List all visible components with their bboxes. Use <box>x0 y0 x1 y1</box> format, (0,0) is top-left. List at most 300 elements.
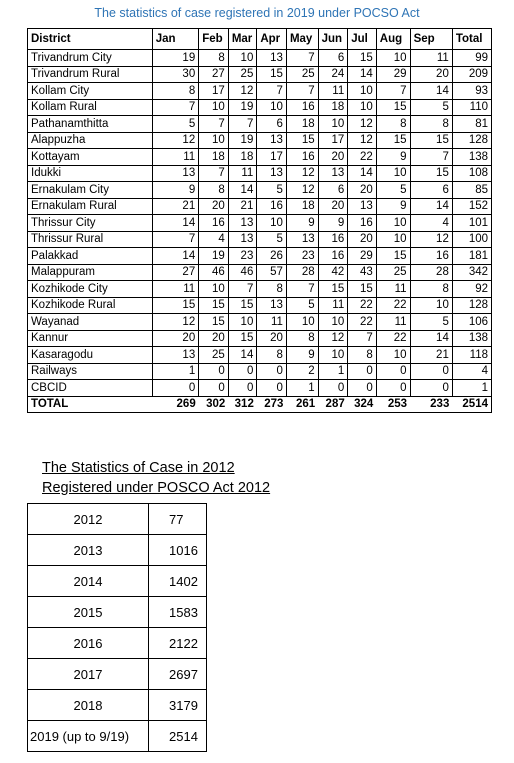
count-cell: 10 <box>318 116 348 133</box>
count-cell: 13 <box>257 165 287 182</box>
count-cell: 2 <box>286 363 318 380</box>
count-cell: 29 <box>376 66 410 83</box>
count-cell: 15 <box>318 281 348 298</box>
count-cell: 99 <box>452 50 491 67</box>
count-cell: 7 <box>410 149 452 166</box>
column-header: Aug <box>376 29 410 50</box>
count-cell: 7 <box>199 116 229 133</box>
count-cell: 22 <box>348 149 377 166</box>
table-row <box>28 721 207 752</box>
count-cell: 25 <box>376 264 410 281</box>
count-cell: 100 <box>452 231 491 248</box>
table-row <box>28 83 492 100</box>
district-name-cell: Ernakulam Rural <box>28 198 153 215</box>
count-cell: 7 <box>152 99 199 116</box>
total-count-cell: 269 <box>152 396 199 413</box>
count-cell: 7 <box>286 281 318 298</box>
count-cell: 12 <box>318 330 348 347</box>
count-cell: 152 <box>452 198 491 215</box>
column-header: Jul <box>348 29 377 50</box>
count-cell: 8 <box>286 330 318 347</box>
count-cell: 20 <box>410 66 452 83</box>
count-cell: 10 <box>228 50 257 67</box>
count-cell: 8 <box>257 281 287 298</box>
table-row <box>28 116 492 133</box>
count-cell: 13 <box>257 297 287 314</box>
count-cell: 25 <box>228 66 257 83</box>
table-row <box>28 132 492 149</box>
table-row <box>28 628 207 659</box>
case-count-cell: 1016 <box>149 535 207 566</box>
total-count-cell: 253 <box>376 396 410 413</box>
count-cell: 21 <box>410 347 452 364</box>
total-label-cell: TOTAL <box>28 396 153 413</box>
count-cell: 14 <box>410 198 452 215</box>
count-cell: 5 <box>376 182 410 199</box>
count-cell: 342 <box>452 264 491 281</box>
district-name-cell: Idukki <box>28 165 153 182</box>
count-cell: 19 <box>228 99 257 116</box>
year-cell: 2016 <box>28 628 149 659</box>
count-cell: 22 <box>376 297 410 314</box>
count-cell: 106 <box>452 314 491 331</box>
count-cell: 10 <box>376 50 410 67</box>
count-cell: 1 <box>286 380 318 397</box>
table-row <box>28 690 207 721</box>
count-cell: 5 <box>257 182 287 199</box>
count-cell: 7 <box>228 116 257 133</box>
count-cell: 0 <box>410 363 452 380</box>
district-name-cell: Trivandrum Rural <box>28 66 153 83</box>
count-cell: 15 <box>348 281 377 298</box>
count-cell: 8 <box>348 347 377 364</box>
table-row <box>28 264 492 281</box>
count-cell: 4 <box>410 215 452 232</box>
count-cell: 8 <box>199 50 229 67</box>
count-cell: 20 <box>152 330 199 347</box>
count-cell: 7 <box>152 231 199 248</box>
count-cell: 14 <box>410 330 452 347</box>
count-cell: 9 <box>286 347 318 364</box>
table-row <box>28 198 492 215</box>
count-cell: 28 <box>410 264 452 281</box>
count-cell: 11 <box>318 297 348 314</box>
table-row <box>28 165 492 182</box>
count-cell: 15 <box>376 99 410 116</box>
count-cell: 7 <box>286 50 318 67</box>
total-count-cell: 233 <box>410 396 452 413</box>
district-name-cell: Kannur <box>28 330 153 347</box>
count-cell: 4 <box>199 231 229 248</box>
year-cell: 2012 <box>28 504 149 535</box>
year-cell: 2013 <box>28 535 149 566</box>
district-name-cell: Kollam Rural <box>28 99 153 116</box>
count-cell: 5 <box>257 231 287 248</box>
case-count-cell: 2697 <box>149 659 207 690</box>
count-cell: 10 <box>318 314 348 331</box>
count-cell: 7 <box>376 83 410 100</box>
count-cell: 14 <box>348 165 377 182</box>
count-cell: 11 <box>257 314 287 331</box>
count-cell: 0 <box>228 363 257 380</box>
district-name-cell: CBCID <box>28 380 153 397</box>
count-cell: 17 <box>318 132 348 149</box>
total-count-cell: 312 <box>228 396 257 413</box>
count-cell: 23 <box>228 248 257 265</box>
count-cell: 10 <box>410 297 452 314</box>
year-cell: 2018 <box>28 690 149 721</box>
count-cell: 110 <box>452 99 491 116</box>
count-cell: 16 <box>348 215 377 232</box>
count-cell: 22 <box>348 314 377 331</box>
count-cell: 8 <box>410 281 452 298</box>
count-cell: 6 <box>257 116 287 133</box>
district-name-cell: Trivandrum City <box>28 50 153 67</box>
count-cell: 12 <box>152 132 199 149</box>
count-cell: 16 <box>318 231 348 248</box>
count-cell: 10 <box>228 314 257 331</box>
count-cell: 128 <box>452 132 491 149</box>
column-header: Sep <box>410 29 452 50</box>
count-cell: 18 <box>318 99 348 116</box>
table-row <box>28 597 207 628</box>
count-cell: 22 <box>376 330 410 347</box>
count-cell: 26 <box>257 248 287 265</box>
count-cell: 20 <box>348 182 377 199</box>
district-name-cell: Pathanamthitta <box>28 116 153 133</box>
count-cell: 13 <box>286 231 318 248</box>
count-cell: 5 <box>286 297 318 314</box>
count-cell: 14 <box>228 182 257 199</box>
column-header: Jan <box>152 29 199 50</box>
count-cell: 10 <box>318 347 348 364</box>
count-cell: 1 <box>452 380 491 397</box>
count-cell: 15 <box>410 132 452 149</box>
count-cell: 81 <box>452 116 491 133</box>
count-cell: 7 <box>257 83 287 100</box>
case-count-cell: 77 <box>149 504 207 535</box>
count-cell: 10 <box>348 83 377 100</box>
count-cell: 10 <box>257 215 287 232</box>
count-cell: 138 <box>452 149 491 166</box>
count-cell: 13 <box>152 347 199 364</box>
table-row <box>28 297 492 314</box>
table-row <box>28 182 492 199</box>
district-name-cell: Thrissur Rural <box>28 231 153 248</box>
count-cell: 27 <box>199 66 229 83</box>
count-cell: 20 <box>257 330 287 347</box>
count-cell: 14 <box>228 347 257 364</box>
count-cell: 10 <box>257 99 287 116</box>
count-cell: 23 <box>286 248 318 265</box>
district-name-cell: Thrissur City <box>28 215 153 232</box>
count-cell: 20 <box>318 198 348 215</box>
count-cell: 15 <box>199 314 229 331</box>
count-cell: 43 <box>348 264 377 281</box>
table-row <box>28 314 492 331</box>
count-cell: 29 <box>348 248 377 265</box>
count-cell: 181 <box>452 248 491 265</box>
district-name-cell: Malappuram <box>28 264 153 281</box>
district-name-cell: Alappuzha <box>28 132 153 149</box>
count-cell: 10 <box>199 132 229 149</box>
count-cell: 8 <box>199 182 229 199</box>
count-cell: 57 <box>257 264 287 281</box>
count-cell: 11 <box>228 165 257 182</box>
district-name-cell: Railways <box>28 363 153 380</box>
table-row <box>28 149 492 166</box>
count-cell: 4 <box>452 363 491 380</box>
count-cell: 0 <box>318 380 348 397</box>
count-cell: 14 <box>410 83 452 100</box>
count-cell: 18 <box>199 149 229 166</box>
count-cell: 14 <box>348 66 377 83</box>
count-cell: 92 <box>452 281 491 298</box>
total-count-cell: 2514 <box>452 396 491 413</box>
year-cell: 2019 (up to 9/19) <box>28 721 149 752</box>
total-count-cell: 302 <box>199 396 229 413</box>
year-cell: 2015 <box>28 597 149 628</box>
count-cell: 11 <box>152 149 199 166</box>
count-cell: 6 <box>318 50 348 67</box>
count-cell: 8 <box>376 116 410 133</box>
count-cell: 13 <box>257 50 287 67</box>
count-cell: 15 <box>199 297 229 314</box>
count-cell: 42 <box>318 264 348 281</box>
table-row <box>28 248 492 265</box>
count-cell: 15 <box>410 165 452 182</box>
count-cell: 20 <box>199 198 229 215</box>
count-cell: 1 <box>318 363 348 380</box>
count-cell: 28 <box>286 264 318 281</box>
count-cell: 16 <box>286 149 318 166</box>
count-cell: 10 <box>286 314 318 331</box>
district-name-cell: Wayanad <box>28 314 153 331</box>
case-count-cell: 3179 <box>149 690 207 721</box>
count-cell: 11 <box>376 281 410 298</box>
table1-title: The statistics of case registered in 2019 under POCSO Act <box>94 6 420 20</box>
count-cell: 9 <box>376 149 410 166</box>
count-cell: 20 <box>199 330 229 347</box>
column-header: Jun <box>318 29 348 50</box>
table-row <box>28 99 492 116</box>
count-cell: 15 <box>376 248 410 265</box>
count-cell: 19 <box>152 50 199 67</box>
count-cell: 15 <box>228 330 257 347</box>
count-cell: 13 <box>348 198 377 215</box>
count-cell: 12 <box>348 132 377 149</box>
count-cell: 15 <box>228 297 257 314</box>
count-cell: 22 <box>348 297 377 314</box>
count-cell: 7 <box>228 281 257 298</box>
count-cell: 13 <box>228 231 257 248</box>
count-cell: 7 <box>348 330 377 347</box>
count-cell: 10 <box>199 281 229 298</box>
count-cell: 13 <box>228 215 257 232</box>
count-cell: 118 <box>452 347 491 364</box>
column-header: District <box>28 29 153 50</box>
count-cell: 10 <box>348 99 377 116</box>
count-cell: 16 <box>257 198 287 215</box>
count-cell: 13 <box>318 165 348 182</box>
count-cell: 9 <box>286 215 318 232</box>
table2-title-line1: The Statistics of Case in 2012 <box>42 460 235 476</box>
case-count-cell: 2514 <box>149 721 207 752</box>
table-row <box>28 66 492 83</box>
count-cell: 11 <box>410 50 452 67</box>
table-row <box>28 50 492 67</box>
count-cell: 27 <box>152 264 199 281</box>
count-cell: 20 <box>318 149 348 166</box>
count-cell: 46 <box>199 264 229 281</box>
count-cell: 46 <box>228 264 257 281</box>
count-cell: 19 <box>228 132 257 149</box>
count-cell: 16 <box>286 99 318 116</box>
count-cell: 14 <box>152 215 199 232</box>
count-cell: 15 <box>348 50 377 67</box>
count-cell: 18 <box>286 198 318 215</box>
count-cell: 12 <box>286 182 318 199</box>
count-cell: 8 <box>257 347 287 364</box>
count-cell: 17 <box>257 149 287 166</box>
count-cell: 15 <box>257 66 287 83</box>
table-row <box>28 659 207 690</box>
count-cell: 0 <box>199 363 229 380</box>
count-cell: 0 <box>410 380 452 397</box>
count-cell: 10 <box>376 231 410 248</box>
count-cell: 13 <box>257 132 287 149</box>
table1-header-row <box>28 29 492 50</box>
table-row <box>28 566 207 597</box>
column-header: May <box>286 29 318 50</box>
district-name-cell: Kozhikode City <box>28 281 153 298</box>
count-cell: 12 <box>286 165 318 182</box>
count-cell: 7 <box>199 165 229 182</box>
count-cell: 12 <box>228 83 257 100</box>
table-row <box>28 231 492 248</box>
count-cell: 0 <box>199 380 229 397</box>
count-cell: 11 <box>318 83 348 100</box>
count-cell: 9 <box>376 198 410 215</box>
district-name-cell: Kozhikode Rural <box>28 297 153 314</box>
count-cell: 6 <box>410 182 452 199</box>
count-cell: 18 <box>286 116 318 133</box>
district-name-cell: Ernakulam City <box>28 182 153 199</box>
count-cell: 11 <box>152 281 199 298</box>
total-count-cell: 261 <box>286 396 318 413</box>
table-row <box>28 504 207 535</box>
count-cell: 19 <box>199 248 229 265</box>
year-cell: 2014 <box>28 566 149 597</box>
count-cell: 10 <box>376 165 410 182</box>
count-cell: 0 <box>348 363 377 380</box>
total-count-cell: 273 <box>257 396 287 413</box>
count-cell: 17 <box>199 83 229 100</box>
count-cell: 0 <box>376 363 410 380</box>
column-header: Apr <box>257 29 287 50</box>
count-cell: 9 <box>318 215 348 232</box>
count-cell: 10 <box>199 99 229 116</box>
count-cell: 15 <box>376 132 410 149</box>
count-cell: 20 <box>348 231 377 248</box>
count-cell: 25 <box>199 347 229 364</box>
count-cell: 93 <box>452 83 491 100</box>
count-cell: 24 <box>318 66 348 83</box>
count-cell: 16 <box>318 248 348 265</box>
count-cell: 21 <box>228 198 257 215</box>
count-cell: 13 <box>152 165 199 182</box>
total-row <box>28 396 492 413</box>
total-count-cell: 287 <box>318 396 348 413</box>
count-cell: 25 <box>286 66 318 83</box>
count-cell: 11 <box>376 314 410 331</box>
count-cell: 0 <box>152 380 199 397</box>
table-row <box>28 215 492 232</box>
count-cell: 10 <box>376 347 410 364</box>
count-cell: 21 <box>152 198 199 215</box>
count-cell: 0 <box>257 363 287 380</box>
count-cell: 85 <box>452 182 491 199</box>
table-row <box>28 535 207 566</box>
count-cell: 15 <box>286 132 318 149</box>
count-cell: 30 <box>152 66 199 83</box>
count-cell: 8 <box>410 116 452 133</box>
case-count-cell: 1402 <box>149 566 207 597</box>
count-cell: 6 <box>318 182 348 199</box>
count-cell: 128 <box>452 297 491 314</box>
count-cell: 5 <box>410 314 452 331</box>
count-cell: 1 <box>152 363 199 380</box>
table-row <box>28 330 492 347</box>
count-cell: 138 <box>452 330 491 347</box>
column-header: Total <box>452 29 491 50</box>
table-row <box>28 380 492 397</box>
count-cell: 8 <box>152 83 199 100</box>
count-cell: 15 <box>152 297 199 314</box>
count-cell: 14 <box>152 248 199 265</box>
table-row <box>28 363 492 380</box>
count-cell: 16 <box>410 248 452 265</box>
case-count-cell: 2122 <box>149 628 207 659</box>
column-header: Mar <box>228 29 257 50</box>
district-stats-table <box>27 28 492 413</box>
count-cell: 12 <box>348 116 377 133</box>
table-row <box>28 281 492 298</box>
count-cell: 9 <box>152 182 199 199</box>
count-cell: 0 <box>348 380 377 397</box>
count-cell: 16 <box>199 215 229 232</box>
count-cell: 7 <box>286 83 318 100</box>
count-cell: 108 <box>452 165 491 182</box>
table2-title-line2: Registered under POSCO Act 2012 <box>42 480 271 496</box>
count-cell: 0 <box>257 380 287 397</box>
count-cell: 0 <box>376 380 410 397</box>
count-cell: 101 <box>452 215 491 232</box>
count-cell: 10 <box>376 215 410 232</box>
count-cell: 18 <box>228 149 257 166</box>
district-name-cell: Kottayam <box>28 149 153 166</box>
count-cell: 5 <box>152 116 199 133</box>
count-cell: 0 <box>228 380 257 397</box>
count-cell: 5 <box>410 99 452 116</box>
table-row <box>28 347 492 364</box>
table2-title <box>42 458 270 498</box>
count-cell: 12 <box>152 314 199 331</box>
yearly-stats-table <box>27 503 207 752</box>
district-name-cell: Kasaragodu <box>28 347 153 364</box>
district-name-cell: Palakkad <box>28 248 153 265</box>
year-cell: 2017 <box>28 659 149 690</box>
